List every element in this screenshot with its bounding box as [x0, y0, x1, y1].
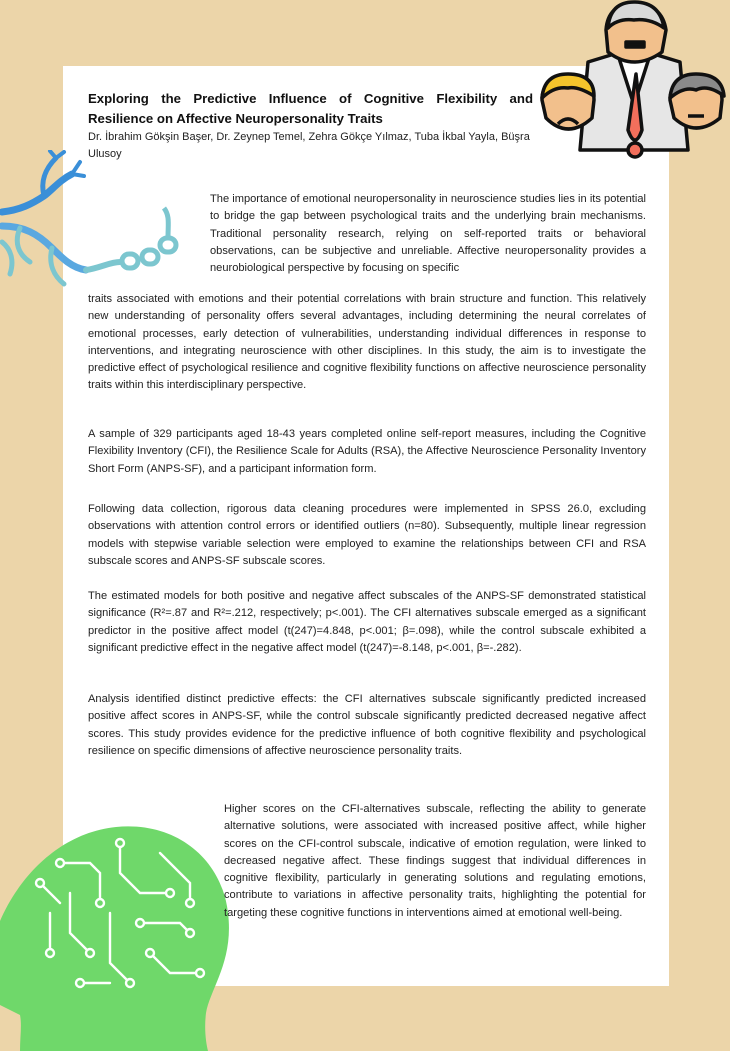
paper-title-line2: Resilience on Affective Neuropersonality Traits [88, 111, 383, 126]
paragraph-results: The estimated models for both positive and negative affect subscales of the ANPS-SF demonstrated statistical significance (R²=.87 and R²=.212, respectively; p<.001). The CFI alternatives subscale emerged as a significant predictor in the positive affect model (t(247)=4.848, p<.001; β=.098), while the control subscale exhibited a significant predictive effect in the negative affect model (t(247)=-8.148, p<.001, β=-.282). [88, 590, 646, 654]
neuron-icon [0, 150, 200, 290]
paragraph-analysis: Following data collection, rigorous data cleaning procedures were implemented in SPSS 26.0, excluding observations with attention control errors or identified outliers (n=80). Subsequently, multiple linear regression models with stepwise variable selection were employed to examine the relationships between CFI and RSA subscale scores and ANPS-SF subscale scores. [88, 503, 646, 567]
paragraph-sample: A sample of 329 participants aged 18-43 years completed online self-report measures, including the Cognitive Flexibility Inventory (CFI), the Resilience Scale for Adults (RSA), the Affective Neuroscience Personality Inventory Short Form (ANPS-SF), and a participant information form. [88, 428, 646, 475]
paper-title [88, 89, 533, 129]
paragraph-conclusion: Higher scores on the CFI-alternatives subscale, reflecting the ability to generate alternative solutions, were associated with increased positive affect, while higher scores on the CFI-control subscale, indicative of emotion regulation, were linked to decreased negative affect. These findings suggest that individual differences in cognitive flexibility, particularly in generating solutions and regulating emotions, contribute to variations in affective personality traits, highlighting the potential for targeting these cognitive functions in interventions aimed at emotional well-being. [224, 803, 646, 919]
paper-title-line1: Exploring the Predictive Influence of Cognitive Flexibility and [88, 91, 533, 106]
author-list: Dr. İbrahim Gökşin Başer, Dr. Zeynep Temel, Zehra Gökçe Yılmaz, Tuba İkbal Yayla, Büşra Ulusoy [88, 131, 530, 160]
people-personality-icon [538, 0, 730, 192]
paragraph-introduction: The importance of emotional neuropersonality in neuroscience studies lies in its potential to bridge the gap between psychological traits and the underlying brain mechanisms. Traditional personality research, relying on self-reported traits or behavioral observations, can be subjective and unreliable. Affective neuropersonality provides a neurobiological perspective by focusing on specific [210, 193, 646, 275]
paragraph-introduction-cont: traits associated with emotions and their potential correlations with brain structure and function. This relatively new understanding of personality offers several advantages, including determining the neural correlates of emotional processes, early detection of vulnerabilities, understanding individual differences in response to interventions, and integrating neuroscience with other disciplines. In this study, the aim is to investigate the predictive effect of psychological resilience and cognitive flexibility functions on affective neuroscience personality traits within this interdisciplinary perspective. [88, 293, 646, 392]
brain-circuit-head-icon [0, 793, 240, 1051]
paragraph-discussion: Analysis identified distinct predictive effects: the CFI alternatives subscale significantly predicted increased positive affect scores in ANPS-SF, while the control subscale significantly predicted decreased negative affect scores. This study provides evidence for the predictive influence of both cognitive flexibility and psychological resilience on specific dimensions of affective neuroscience personality traits. [88, 693, 646, 757]
